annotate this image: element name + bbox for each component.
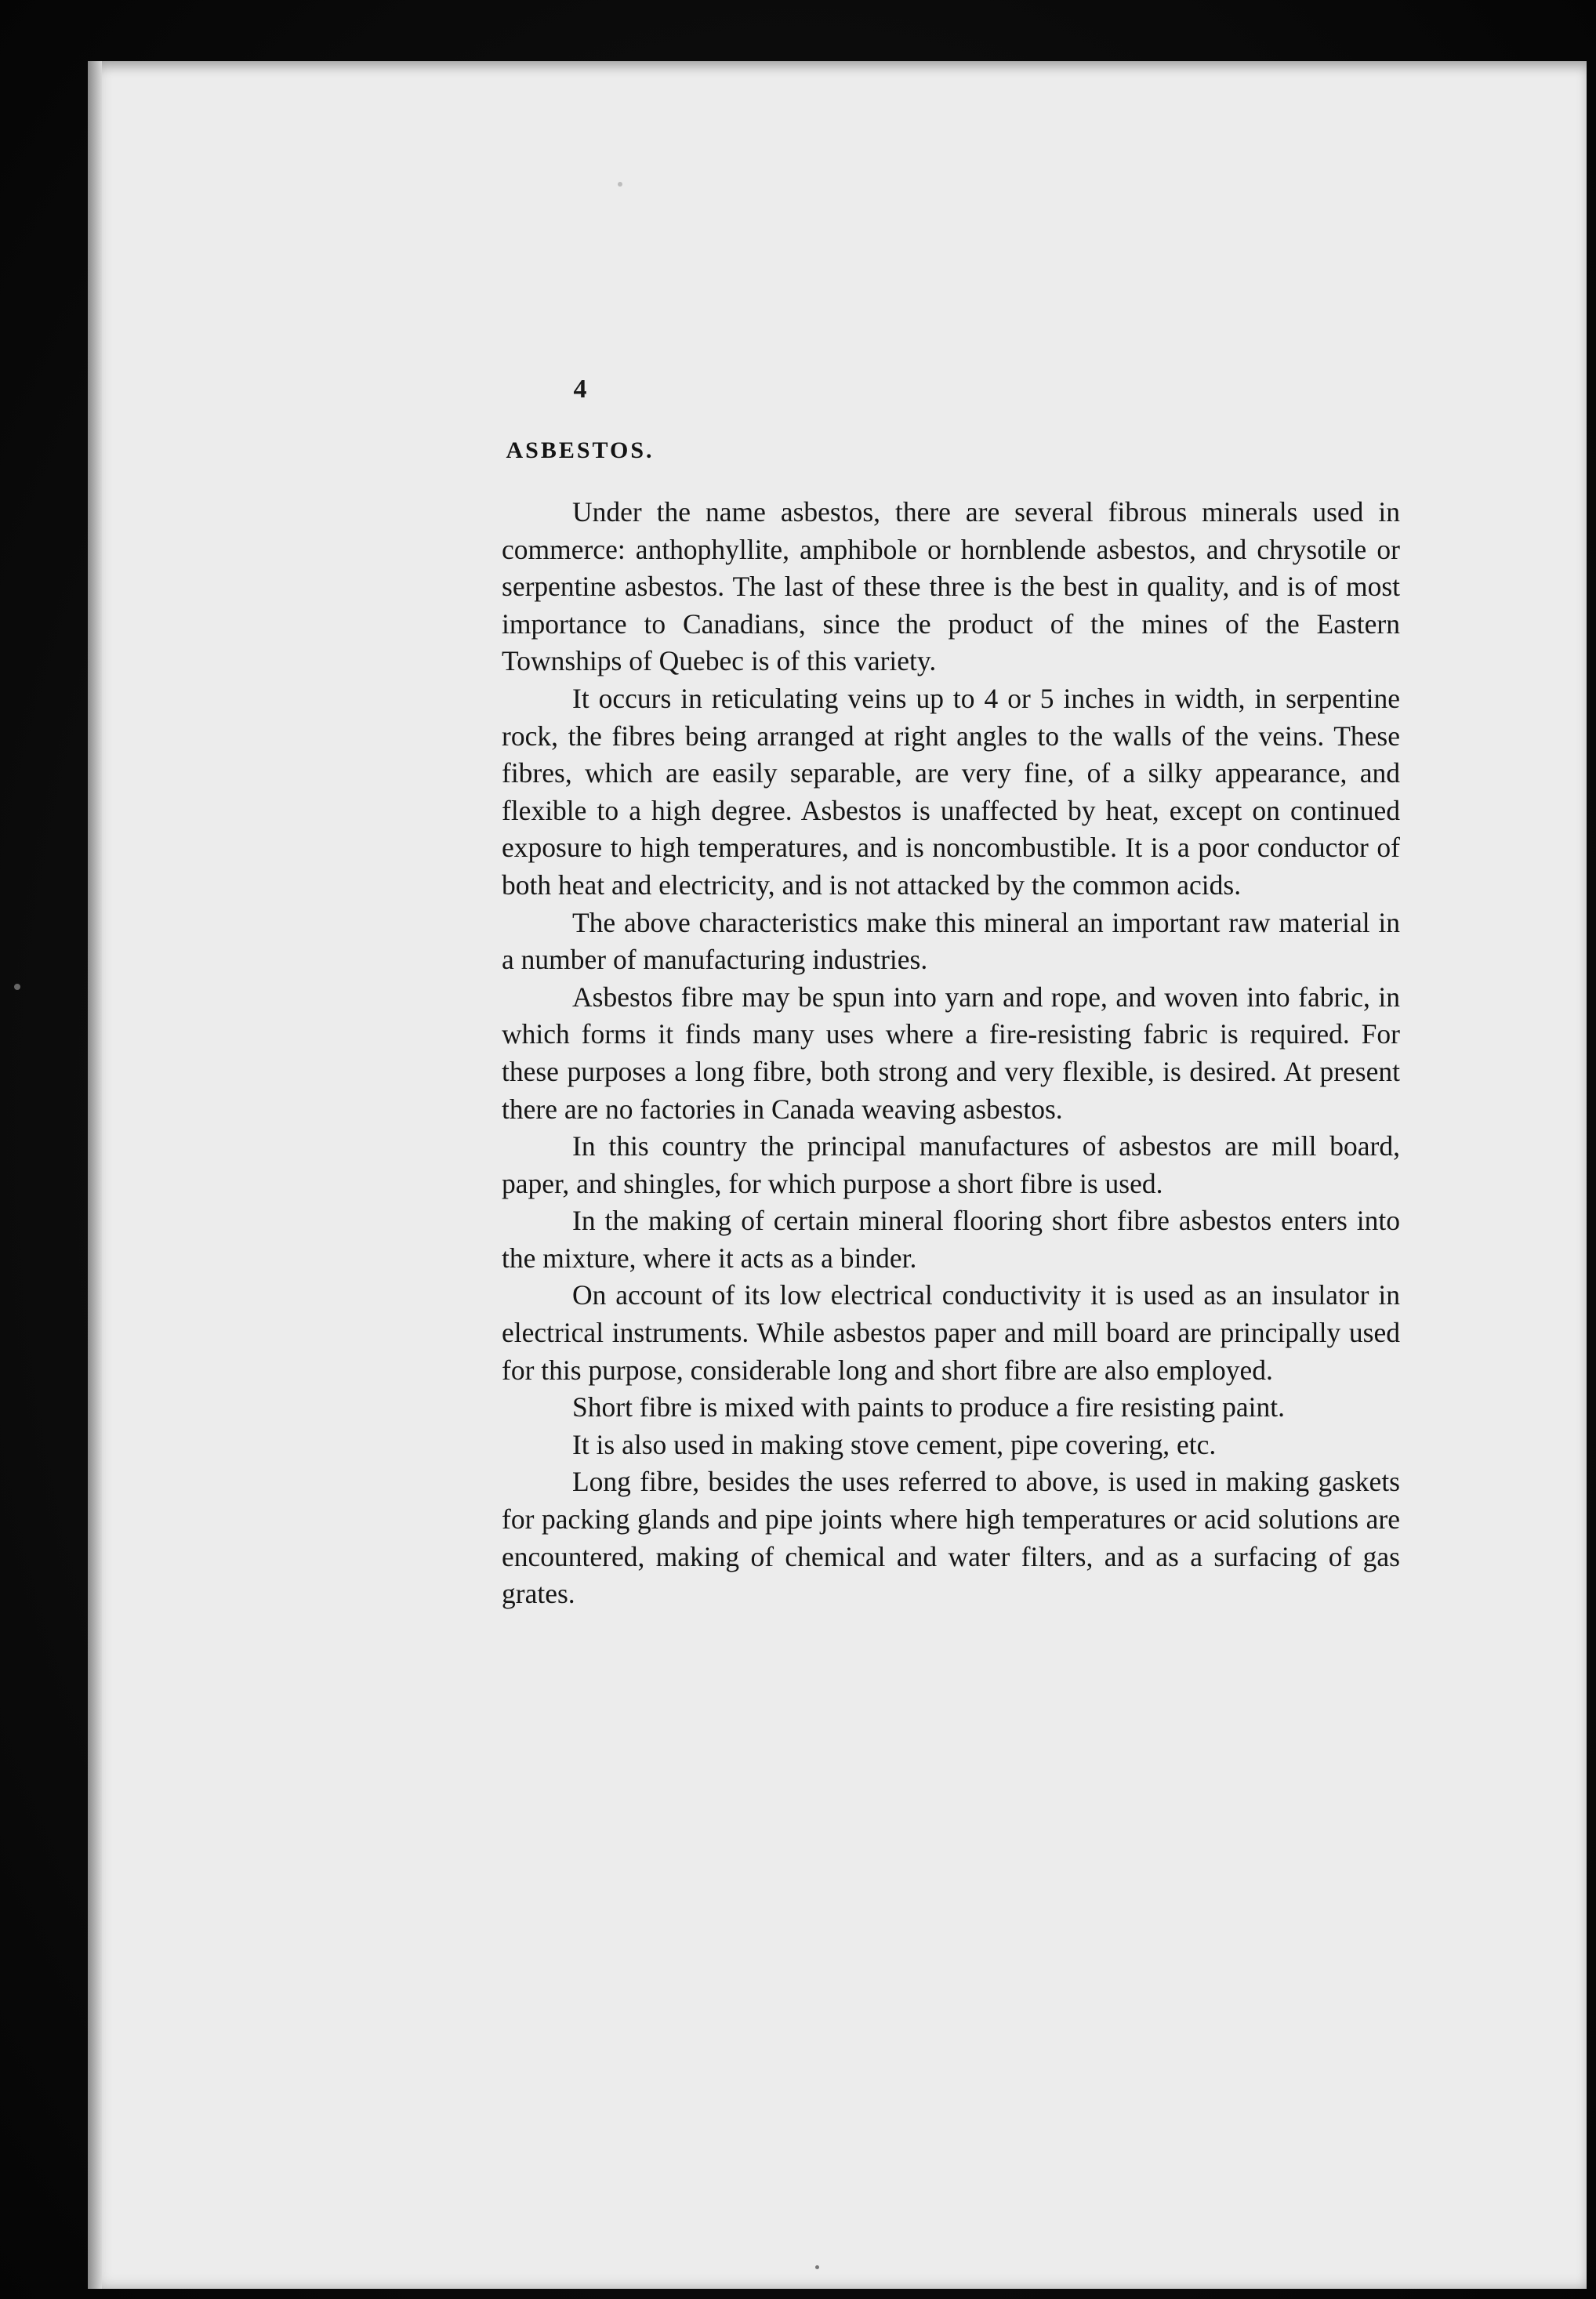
paragraph: Long fibre, besides the uses referred to above, is used in making gaskets for packing glands and pipe joints where high temperatures or acid solutions are encountered, making of chemical and water filters, and as a surfacing of gas grates. bbox=[502, 1466, 1400, 1610]
paragraph: Short fibre is mixed with paints to produce a fire resisting paint. bbox=[572, 1391, 1286, 1423]
paragraph: On account of its low electrical conductivity it is used as an insulator in electrical instruments. While asbestos paper and mill board are principally used for this purpose, considerable long and short fibre are also employed. bbox=[502, 1279, 1400, 1386]
page-number: 4 bbox=[573, 375, 587, 404]
page-title: ASBESTOS. bbox=[506, 437, 655, 463]
paragraph: It occurs in reticulating veins up to 4 or 5 inches in width, in serpentine rock, the fibres being arranged at right angles to the walls of the veins. These fibres, which are easily separable, are very fine, of a silky appearance, and flexible to a high degree. Asbestos is unaffected by heat, except on continued exposure to high temperatures, and is noncombustible. It is a poor conductor of both heat and electricity, and is not attacked by the common acids. bbox=[502, 682, 1400, 901]
paragraph: The above characteristics make this mineral an important raw material in a number of manufacturing industries. bbox=[502, 906, 1400, 976]
paragraph: In this country the principal manufactures of asbestos are mill board, paper, and shingles, for which purpose a short fibre is used. bbox=[502, 1130, 1400, 1199]
paragraph: Asbestos fibre may be spun into yarn and rope, and woven into fabric, in which forms it finds many uses where a fire-resisting fabric is required. For these purposes a long fibre, both strong and very flexible, is desired. At present there are no factories in Canada weaving asbestos. bbox=[502, 981, 1400, 1125]
page-gutter-edge bbox=[88, 61, 102, 2289]
scan-speck bbox=[815, 2265, 819, 2269]
paragraph: It is also used in making stove cement, pipe covering, etc. bbox=[572, 1428, 1217, 1460]
scan-speck bbox=[14, 984, 20, 990]
paragraph: Under the name asbestos, there are several fibrous minerals used in commerce: anthophyllite, amphibole or hornblende asbestos, and chrysotile or serpentine asbestos. The last of these three is the best in quality, and is of most importance to Canadians, since the product of the mines of the Eastern Townships of Quebec is of this variety. bbox=[502, 496, 1400, 677]
body-text bbox=[502, 494, 1400, 1613]
paragraph: In the making of certain mineral flooring short fibre asbestos enters into the mixture, where it acts as a binder. bbox=[502, 1205, 1400, 1274]
scan-speck bbox=[618, 182, 622, 187]
